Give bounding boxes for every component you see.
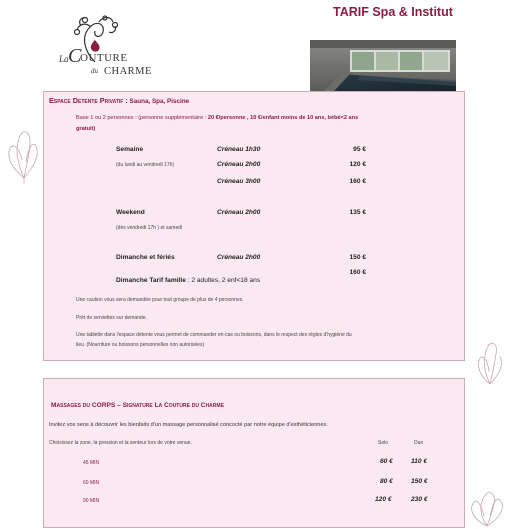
logo-du: du xyxy=(91,67,98,75)
note-serviettes: Prêt de serviettes sur demande. xyxy=(76,315,147,321)
note-tablette: Une tablette dans l'espace détente vous permet de commander en-cas ou boissons, dans le respect des règles d'hygiène du xyxy=(76,332,352,338)
semaine-slot-2: Créneau 2h00 xyxy=(217,161,261,168)
semaine-price-3: 160 € xyxy=(349,178,366,185)
spa-base-line: Base 1 ou 2 personnes : (personne supplémentaire : 20 €/personne , 10 €/enfant moins de 10 ans, bébé<2 ans xyxy=(76,115,359,121)
dimanche-label: Dimanche et fériés xyxy=(116,254,175,261)
magnolia-left-icon xyxy=(4,120,44,184)
magnolia-bottom-icon xyxy=(462,486,512,529)
massage-duration-90: 90 MIN xyxy=(83,498,100,504)
semaine-slot-1: Créneau 1h30 xyxy=(217,146,261,153)
spa-heading: Espace Detente Privatif : Sauna, Spa, Piscine xyxy=(49,96,190,105)
weekend-price: 135 € xyxy=(349,209,366,216)
magnolia-right-icon xyxy=(470,330,510,390)
massage-duo-60: 150 € xyxy=(411,478,428,485)
dimanche-price: 150 € xyxy=(349,254,366,261)
massages-choose: Choisissez la zone, la pression et la senteur lors de votre venue. xyxy=(49,440,192,446)
massage-duo-45: 110 € xyxy=(411,458,428,465)
note-tablette-2: lieu. (Nourriture ou boissons personnelles non autorisées) xyxy=(76,342,205,348)
massages-intro: Invitez vos sens à découvrir les bienfaits d'un massage personnalisé concocté par notre équipe d'esthéticiennes. xyxy=(49,422,328,428)
logo-couture: OUTURE xyxy=(80,52,128,64)
note-caution: Une caution vous sera demandée pour tout groupe de plus de 4 personnes. xyxy=(76,297,244,303)
massage-duration-45: 45 MIN xyxy=(83,460,100,466)
massage-duo-90: 230 € xyxy=(411,496,428,503)
semaine-slot-3: Créneau 3h00 xyxy=(217,178,261,185)
logo-c: C xyxy=(68,45,82,67)
weekend-label: Weekend xyxy=(116,209,145,216)
logo-charme: CHARME xyxy=(104,66,152,77)
massage-solo-60: 80 € xyxy=(380,478,393,485)
semaine-note: (du lundi au vendredi 17h) xyxy=(116,162,175,168)
logo-la: La xyxy=(59,54,69,64)
semaine-price-2: 120 € xyxy=(349,161,366,168)
semaine-price-1: 95 € xyxy=(353,146,366,153)
col-solo: Solo xyxy=(378,440,389,446)
famille-row: Dimanche Tarif famille : 2 adultes, 2 enf<18 ans xyxy=(116,277,261,284)
weekend-slot: Créneau 2h00 xyxy=(217,209,261,216)
dimanche-slot: Créneau 2h00 xyxy=(217,254,261,261)
col-duo: Duo xyxy=(414,440,424,446)
semaine-label: Semaine xyxy=(116,146,144,153)
massages-panel xyxy=(43,378,465,528)
massage-solo-45: 60 € xyxy=(380,458,393,465)
spa-base-line2: gratuit) xyxy=(76,126,96,132)
famille-price: 160 € xyxy=(349,269,366,276)
page-title: TARIF Spa & Institut xyxy=(333,5,453,19)
massages-heading: Massages du CORPS – Signature La Couture du Charme xyxy=(51,402,224,409)
weekend-note: (dès vendredi 17h ) et samedi xyxy=(116,225,183,231)
massage-duration-60: 60 MIN xyxy=(83,480,100,486)
massage-solo-90: 120 € xyxy=(375,496,392,503)
